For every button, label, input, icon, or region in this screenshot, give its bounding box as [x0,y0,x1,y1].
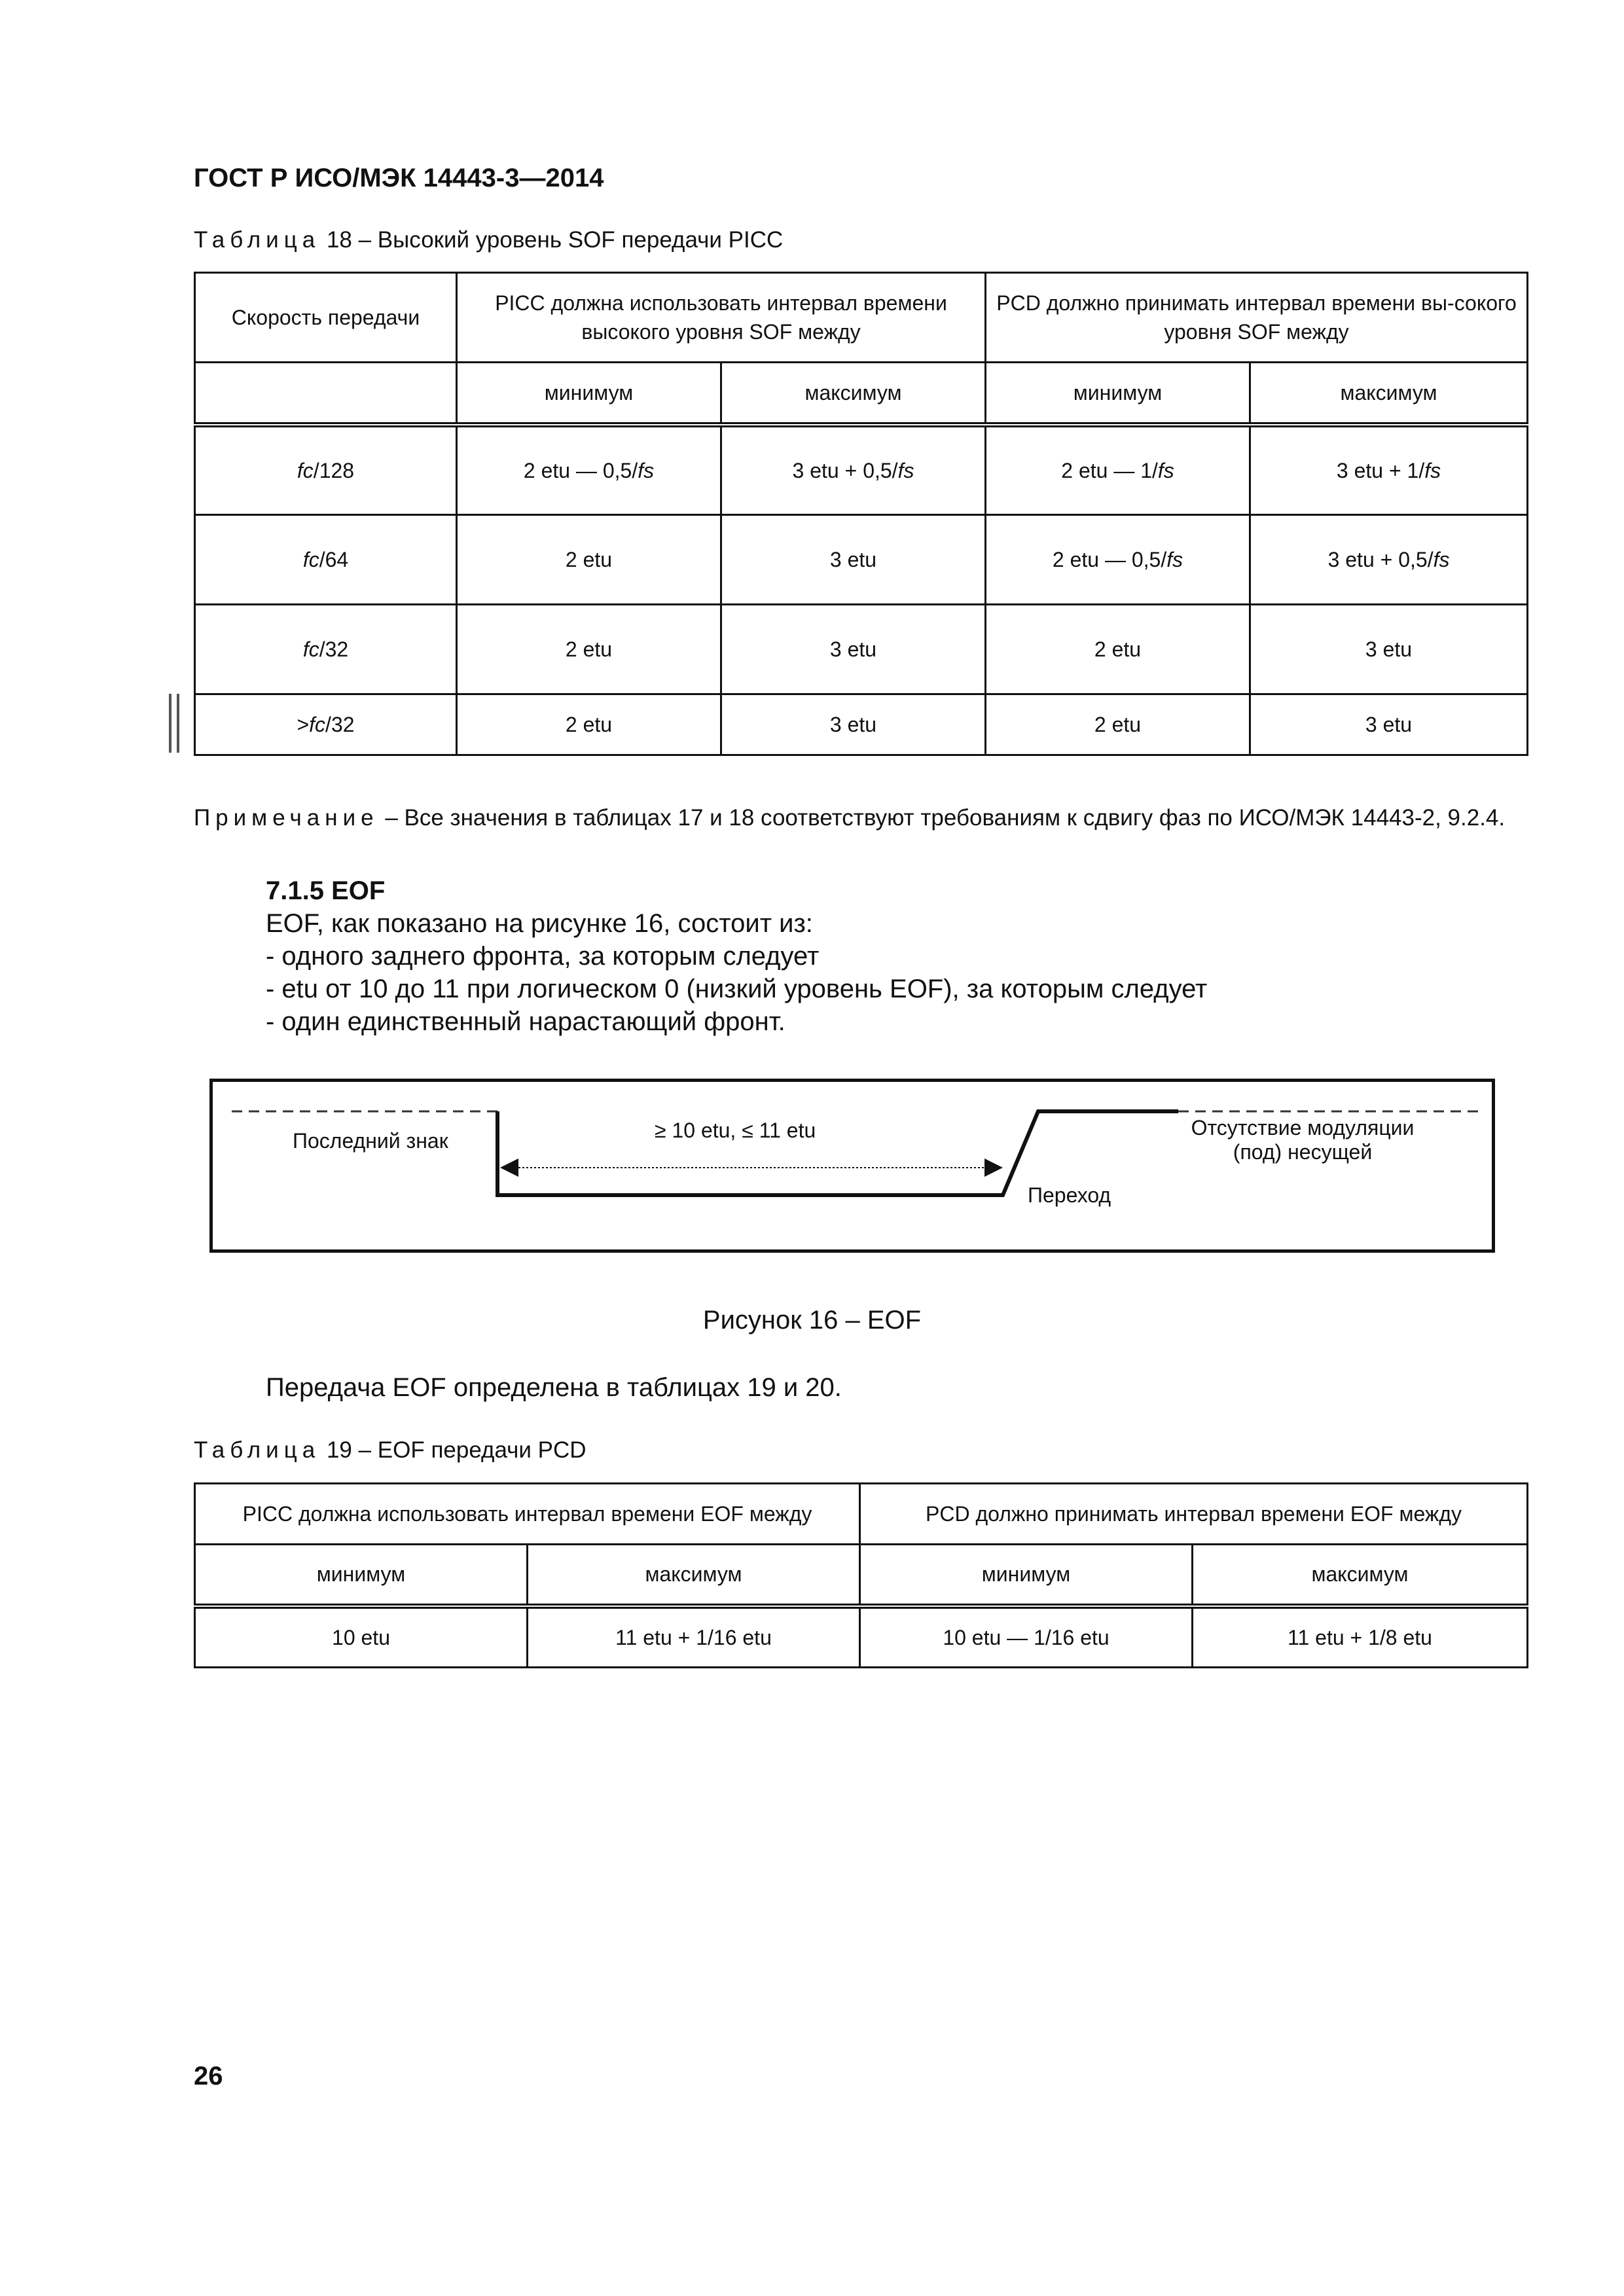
value-cell: 3 etu + 1/fs [1250,425,1528,515]
note-text: – Все значения в таблицах 17 и 18 соответствуют требованиям к сдвигу фаз по ИСО/МЭК 14443-2, 9.2.4. [378,805,1506,831]
revision-bars [169,694,179,753]
eof-signal [497,1111,1178,1195]
header-min-pcd: минимум [860,1545,1193,1606]
header-speed: Скорость передачи [195,273,457,363]
table18-caption [194,227,783,253]
header-min-pcd: минимум [986,363,1250,425]
section-heading: 7.1.5 EOF [266,876,386,905]
speed-cell: fc/64 [195,515,457,605]
table18-caption-word: Таблица [194,227,321,253]
section-line-1: EOF, как показано на рисунке 16, состоит из: [266,909,813,938]
value-cell: 3 etu [721,605,986,694]
value-cell: 2 etu — 0,5/fs [986,515,1250,605]
value-cell: 3 etu [1250,605,1528,694]
table-note [194,802,1525,834]
header-min-picc: минимум [195,1545,528,1606]
table19-caption-text: 19 – EOF передачи PCD [320,1437,586,1463]
section-line-4: - один единственный нарастающий фронт. [266,1007,785,1036]
value-cell: 3 etu [721,515,986,605]
speed-cell: >fc/32 [195,694,457,755]
value-cell: 3 etu [721,694,986,755]
value-cell: 11 etu + 1/16 etu [528,1606,860,1668]
header-pcd: PCD должно принимать интервал времени вы-сокого уровня SOF между [986,273,1528,363]
eof-paragraph: Передача EOF определена в таблицах 19 и 20. [266,1373,842,1402]
document-title: ГОСТ Р ИСО/МЭК 14443-3—2014 [194,164,604,192]
header-max-picc: максимум [528,1545,860,1606]
table-19 [194,1482,1528,1668]
value-cell: 3 etu [1250,694,1528,755]
label-interval: ≥ 10 etu, ≤ 11 etu [655,1119,816,1142]
value-cell: 11 etu + 1/8 etu [1193,1606,1528,1668]
figure-caption: Рисунок 16 – EOF [702,1306,922,1335]
label-last-char: Последний знак [293,1129,448,1153]
header-empty-cell [195,363,457,425]
section-line-3: - etu от 10 до 11 при логическом 0 (низкий уровень EOF), за которым следует [266,975,1208,1003]
table18-caption-text: 18 – Высокий уровень SOF передачи PICC [320,227,784,253]
label-no-modulation: Отсутствие модуляции (под) несущей [1191,1116,1415,1164]
section-line-2: - одного заднего фронта, за которым следует [266,942,820,971]
speed-cell: fc/128 [195,425,457,515]
value-cell: 2 etu [457,694,721,755]
value-cell: 10 etu — 1/16 etu [860,1606,1193,1668]
header-max-pcd: максимум [1250,363,1528,425]
value-cell: 10 etu [195,1606,528,1668]
table-row [195,694,1528,755]
header-max-pcd: максимум [1193,1545,1528,1606]
eof-waveform [209,1079,1495,1253]
value-cell: 2 etu — 1/fs [986,425,1250,515]
table19-caption [194,1437,586,1463]
note-label: Примечание [194,805,379,831]
table19-caption-word: Таблица [194,1437,321,1463]
header-picc: PICC должна использовать интервал времени высокого уровня SOF между [457,273,986,363]
value-cell: 3 etu + 0,5/fs [721,425,986,515]
value-cell: 2 etu [457,515,721,605]
speed-cell: fc/32 [195,605,457,694]
table-row [195,605,1528,694]
value-cell: 2 etu [986,605,1250,694]
value-cell: 2 etu [986,694,1250,755]
page-number: 26 [194,2062,223,2090]
header-pcd: PCD должно принимать интервал времени EOF между [860,1484,1528,1545]
table-18 [194,272,1528,756]
table-row [195,515,1528,605]
header-min-picc: минимум [457,363,721,425]
value-cell: 3 etu + 0,5/fs [1250,515,1528,605]
value-cell: 2 etu [457,605,721,694]
header-picc: PICC должна использовать интервал времени EOF между [195,1484,860,1545]
label-transition: Переход [1028,1183,1111,1207]
value-cell: 2 etu — 0,5/fs [457,425,721,515]
header-max-picc: максимум [721,363,986,425]
table-row [195,1606,1528,1668]
table-row [195,425,1528,515]
